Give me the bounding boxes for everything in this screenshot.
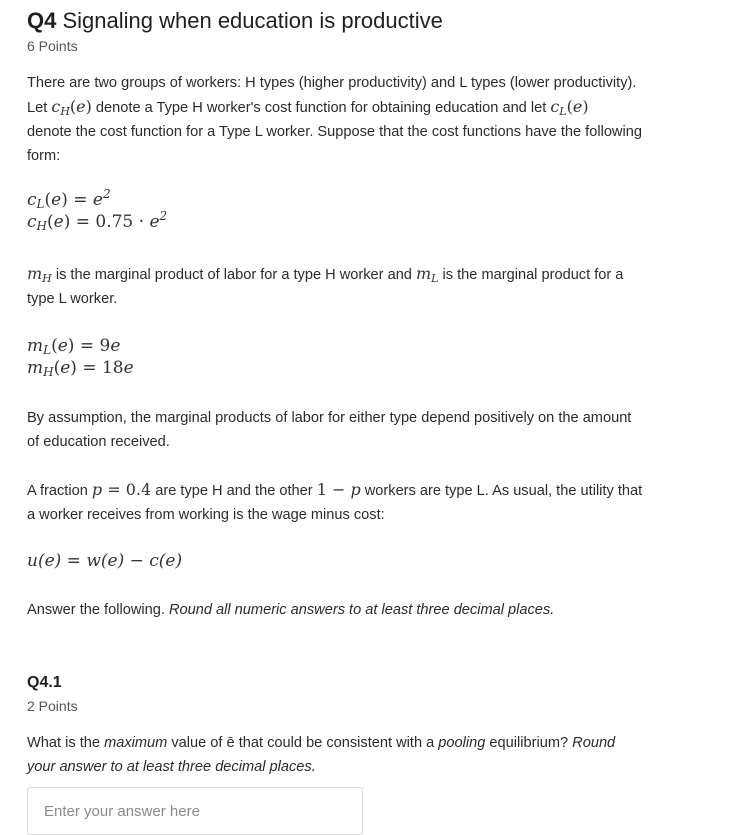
mp-eq-H: $m_H(e) = 18e$ <box>27 358 134 379</box>
math-mL-inline: $m_L$ <box>415 264 439 285</box>
question-title <box>27 8 443 34</box>
cost-eq-L: $c_L(e) = e^2$ <box>27 187 111 211</box>
math-p-equals: p = 0.4 <box>91 480 152 499</box>
assumption-paragraph: By assumption, the marginal products of labor for either type depend positively on the amount of education received. <box>27 410 632 450</box>
math-cL-inline: $c_L(e)$ <box>550 97 589 118</box>
subquestion-points: 2 Points <box>27 698 78 714</box>
math-ebar: ē <box>226 735 235 751</box>
marginal-product-paragraph: $m_H$ is the marginal product of labor for a type H worker and $m_L$ is the marginal product for a type L worker. <box>27 264 624 307</box>
math-one-minus-p: 1 − p <box>316 480 361 499</box>
answer-instruction: Answer the following. Round all numeric answers to at least three decimal places. <box>27 602 555 618</box>
intro-line-3: denote the cost function for a Type L worker. Suppose that the cost functions have the following <box>27 124 642 140</box>
question-title-text: Signaling when education is productive <box>62 8 443 33</box>
question-points: 6 Points <box>27 38 78 54</box>
subquestion-text: What is the maximum value of ē that could be consistent with a pooling equilibrium? Round your answer to at least three decimal places. <box>27 735 616 775</box>
intro-line-1: There are two groups of workers: H types (higher productivity) and L types (lower productivity). <box>27 75 637 91</box>
math-cH-inline: $c_H(e)$ <box>51 97 92 118</box>
mp-eq-L: $m_L(e) = 9e$ <box>27 336 121 357</box>
intro-line-2: Let $c_H(e)$ denote a Type H worker's cost function for obtaining education and let $c_L(e)$ <box>27 97 589 118</box>
question-number: Q4 <box>27 8 57 33</box>
math-mH-inline: $m_H$ <box>27 264 52 285</box>
intro-paragraph <box>27 71 707 168</box>
mp-equations <box>27 335 134 379</box>
fraction-paragraph: A fraction p = 0.4 are type H and the other 1 − p workers are type L. As usual, the utility that a worker receives from working is the wage minus cost: <box>27 480 643 523</box>
cost-eq-H: $c_H(e) = 0.75 \cdot e^2$ <box>27 209 168 233</box>
subquestion-number: Q4.1 <box>27 674 62 691</box>
intro-line-4: form: <box>27 148 61 164</box>
answer-input[interactable] <box>27 787 363 835</box>
utility-equation: u(e) = w(e) − c(e) <box>27 551 183 571</box>
cost-equations <box>27 189 167 233</box>
